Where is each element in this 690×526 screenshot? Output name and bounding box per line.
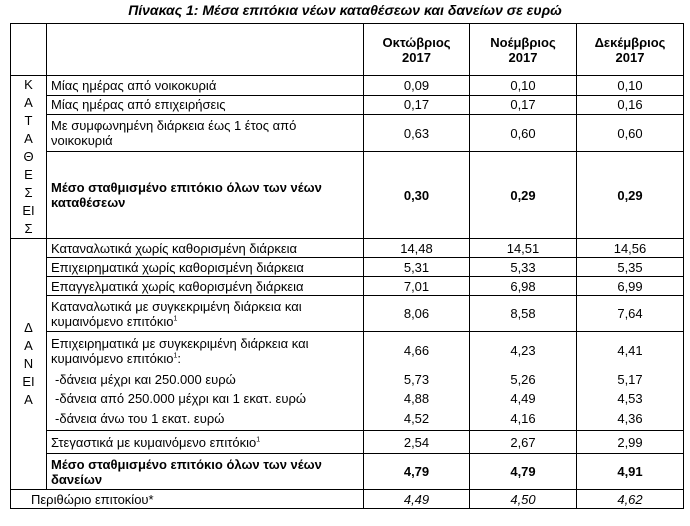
table-row <box>11 332 684 370</box>
header-row <box>11 24 684 76</box>
footnote-marker: 1 <box>173 315 178 323</box>
cell-value: 6,98 <box>470 277 577 296</box>
column-header-nov: Νοέμβριος 2017 <box>470 24 577 76</box>
deposits-total-row <box>11 152 684 239</box>
cell-value: 4,88 <box>364 389 470 408</box>
cell-value: 4,79 <box>364 454 470 490</box>
table-row <box>11 408 684 431</box>
cell-value: 7,64 <box>577 296 684 332</box>
cell-value: 8,58 <box>470 296 577 332</box>
footnote-marker: 1 <box>173 352 178 360</box>
cell-value: 4,49 <box>470 389 577 408</box>
loans-total-row <box>11 454 684 490</box>
margin-row <box>11 490 684 509</box>
cell-value: 0,60 <box>470 115 577 152</box>
table-row <box>11 95 684 115</box>
row-label: -δάνεια μέχρι και 250.000 ευρώ <box>47 370 364 389</box>
row-label: Καταναλωτικά χωρίς καθορισμένη διάρκεια <box>47 239 364 258</box>
table-title: Πίνακας 1: Μέσα επιτόκια νέων καταθέσεων και δανείων σε ευρώ <box>128 2 562 18</box>
cell-value: 4,23 <box>470 332 577 370</box>
cell-value: 4,52 <box>364 408 470 431</box>
cell-value: 0,29 <box>470 152 577 239</box>
cell-value: 4,66 <box>364 332 470 370</box>
row-label: Μέσο σταθμισμένο επιτόκιο όλων των νέων δανείων <box>47 454 364 490</box>
cell-value: 0,60 <box>577 115 684 152</box>
row-label: Μέσο σταθμισμένο επιτόκιο όλων των νέων καταθέσεων <box>47 152 364 239</box>
cell-value: 0,16 <box>577 95 684 115</box>
cell-value: 0,17 <box>470 95 577 115</box>
cell-value: 14,56 <box>577 239 684 258</box>
table-row <box>11 76 684 96</box>
cell-value: 4,53 <box>577 389 684 408</box>
cell-value: 4,79 <box>470 454 577 490</box>
cell-value: 0,30 <box>364 152 470 239</box>
cell-value: 14,48 <box>364 239 470 258</box>
cell-value: 2,67 <box>470 431 577 454</box>
cell-value: 4,41 <box>577 332 684 370</box>
deposits-side-label: Κ Α Τ Α Θ Ε Σ ΕΙ Σ <box>11 76 47 239</box>
table-row <box>11 115 684 152</box>
footnote-marker: 1 <box>256 436 261 444</box>
cell-value: 0,09 <box>364 76 470 96</box>
row-label: Μίας ημέρας από επιχειρήσεις <box>47 95 364 115</box>
cell-value: 0,29 <box>577 152 684 239</box>
row-label: Καταναλωτικά με συγκεκριμένη διάρκεια και κυμαινόμενο επιτόκιο$^1$ <box>47 296 364 332</box>
loans-side-label: Δ Α Ν ΕΙ Α <box>11 239 47 490</box>
cell-value: 0,63 <box>364 115 470 152</box>
header-corner-label <box>47 24 364 76</box>
cell-value: 5,73 <box>364 370 470 389</box>
cell-value: 5,33 <box>470 258 577 277</box>
row-label: Με συμφωνημένη διάρκεια έως 1 έτος από νοικοκυριά <box>47 115 364 152</box>
cell-value: 6,99 <box>577 277 684 296</box>
row-label: Επαγγελματικά χωρίς καθορισμένη διάρκεια <box>47 277 364 296</box>
cell-value: 5,31 <box>364 258 470 277</box>
cell-value: 5,17 <box>577 370 684 389</box>
table-row <box>11 370 684 389</box>
table-row <box>11 258 684 277</box>
row-label: -δάνεια από 250.000 μέχρι και 1 εκατ. ευρώ <box>47 389 364 408</box>
cell-value: 0,10 <box>470 76 577 96</box>
cell-value: 4,36 <box>577 408 684 431</box>
cell-value: 4,91 <box>577 454 684 490</box>
cell-value: 14,51 <box>470 239 577 258</box>
cell-value: 8,06 <box>364 296 470 332</box>
row-label: Περιθώριο επιτοκίου* <box>11 490 364 509</box>
cell-value: 0,17 <box>364 95 470 115</box>
row-label: Στεγαστικά με κυμαινόμενο επιτόκιο$^1$ <box>47 431 364 454</box>
table-row <box>11 389 684 408</box>
table-row <box>11 431 684 454</box>
column-header-oct: Οκτώβριος 2017 <box>364 24 470 76</box>
interest-rates-table <box>10 23 684 509</box>
cell-value: 5,35 <box>577 258 684 277</box>
row-label: Επιχειρηματικά χωρίς καθορισμένη διάρκεια <box>47 258 364 277</box>
cell-value: 2,99 <box>577 431 684 454</box>
row-label: Επιχειρηματικά με συγκεκριμένη διάρκεια και κυμαινόμενο επιτόκιο$^1$: <box>47 332 364 370</box>
cell-value: 0,10 <box>577 76 684 96</box>
row-label: -δάνεια άνω του 1 εκατ. ευρώ <box>47 408 364 431</box>
table-row <box>11 239 684 258</box>
header-corner-left <box>11 24 47 76</box>
cell-value: 4,49 <box>364 490 470 509</box>
table-row <box>11 277 684 296</box>
cell-value: 2,54 <box>364 431 470 454</box>
row-label: Μίας ημέρας από νοικοκυριά <box>47 76 364 96</box>
table-row <box>11 296 684 332</box>
column-header-dec: Δεκέμβριος 2017 <box>577 24 684 76</box>
cell-value: 5,26 <box>470 370 577 389</box>
cell-value: 4,16 <box>470 408 577 431</box>
cell-value: 7,01 <box>364 277 470 296</box>
cell-value: 4,50 <box>470 490 577 509</box>
cell-value: 4,62 <box>577 490 684 509</box>
